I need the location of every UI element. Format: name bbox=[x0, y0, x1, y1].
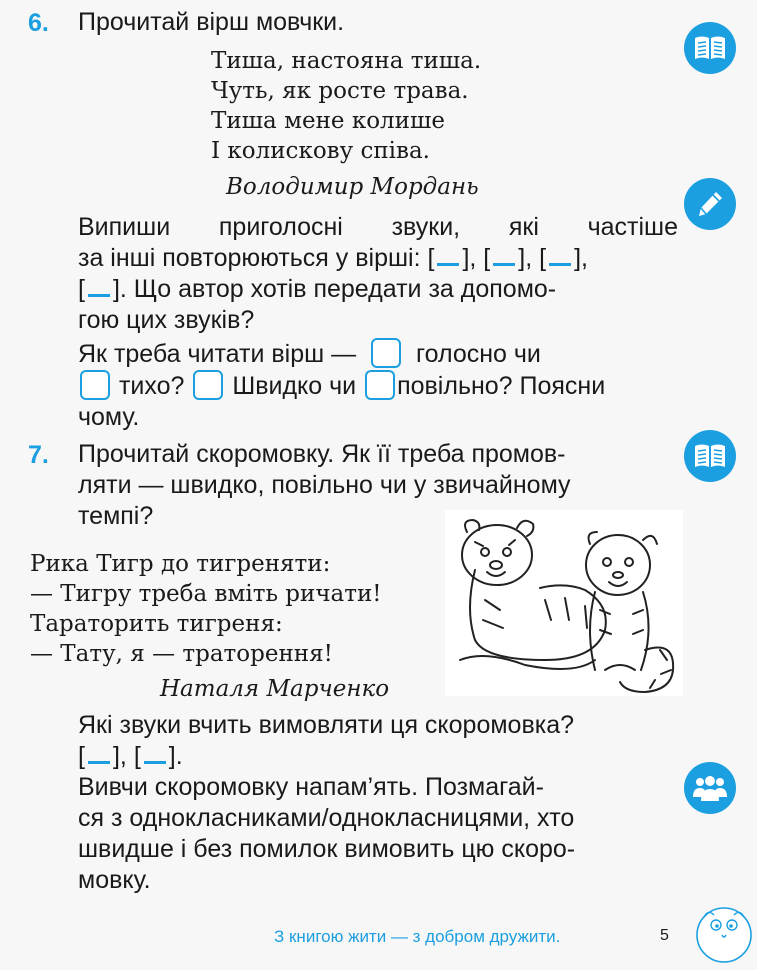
pencil-icon bbox=[694, 188, 726, 220]
word: приголосні bbox=[218, 213, 343, 241]
task-7-questions bbox=[78, 710, 678, 896]
instruction-text: Швидко чи bbox=[232, 372, 357, 400]
separator: , bbox=[525, 244, 540, 272]
bracket: [ bbox=[78, 742, 85, 770]
fast-checkbox[interactable] bbox=[193, 370, 223, 400]
separator: , bbox=[469, 244, 484, 272]
instruction-text: тихо? bbox=[118, 372, 185, 400]
bracket: ] bbox=[112, 275, 120, 303]
sound-answer-slot[interactable] bbox=[141, 745, 169, 767]
read-book-badge bbox=[684, 22, 736, 74]
read-book-badge bbox=[684, 430, 736, 482]
bracket: [ bbox=[78, 275, 85, 303]
instruction-text: повільно? Поясни bbox=[397, 372, 606, 400]
verse-line: Рика Тигр до тигреняти: bbox=[30, 551, 331, 577]
title-line: темпі? bbox=[78, 502, 154, 530]
sound-answer-slot[interactable] bbox=[85, 278, 113, 300]
task-7-number: 7. bbox=[28, 441, 49, 469]
verse-line: — Тату, я — траторення! bbox=[30, 641, 333, 667]
task-6-instructions bbox=[78, 212, 678, 433]
question-line: Вивчи скоромовку напам’ять. Позмагай- bbox=[78, 773, 544, 801]
question-line: Які звуки вчить вимовляти ця скоромовка? bbox=[78, 711, 575, 739]
verse-line: Тараторить тигреня: bbox=[30, 611, 283, 637]
book-icon bbox=[693, 443, 727, 469]
sound-answer-slot[interactable] bbox=[490, 247, 518, 269]
question-line: ся з однокласниками/однокласницями, хто bbox=[78, 804, 575, 832]
question-line: швидше і без помилок вимовить цю скоро- bbox=[78, 835, 576, 863]
sound-answer-slot[interactable] bbox=[85, 745, 113, 767]
separator: , bbox=[581, 244, 588, 272]
separator: , bbox=[119, 742, 134, 770]
instruction-line bbox=[78, 274, 678, 305]
word: частіше bbox=[587, 213, 678, 241]
sound-answer-slot[interactable] bbox=[546, 247, 574, 269]
tigers-drawing bbox=[445, 510, 683, 696]
task-6-title: Прочитай вірш мовчки. bbox=[78, 8, 345, 36]
instruction-line bbox=[78, 370, 678, 402]
bracket: ] bbox=[168, 742, 176, 770]
question-line: мовку. bbox=[78, 866, 151, 894]
quiet-checkbox[interactable] bbox=[80, 370, 110, 400]
poem-line: І колискову співа. bbox=[211, 138, 430, 164]
tigers-illustration bbox=[445, 510, 683, 696]
page-number: 5 bbox=[660, 927, 669, 944]
instruction-text: Як треба читати вірш — bbox=[78, 340, 357, 368]
poem-author: Володимир Мордань bbox=[226, 174, 479, 200]
poem-line: Чуть, як росте трава. bbox=[211, 78, 469, 104]
instruction-text: голосно чи bbox=[416, 340, 541, 368]
poem-line: Тиша мене колише bbox=[211, 108, 445, 134]
word: звуки, bbox=[391, 213, 461, 241]
bracket: [ bbox=[427, 244, 435, 272]
bracket: [ bbox=[483, 244, 491, 272]
task-6-number: 6. bbox=[28, 9, 49, 37]
mascot bbox=[694, 905, 754, 970]
word: які bbox=[508, 213, 539, 241]
verse-line: — Тигру треба вміть ричати! bbox=[30, 581, 382, 607]
title-line: Прочитай скоромовку. Як її треба промов- bbox=[78, 440, 566, 468]
question-end: . bbox=[175, 742, 183, 770]
bracket: ] bbox=[462, 244, 470, 272]
instruction-line: гою цих звуків? bbox=[78, 306, 255, 334]
footer-motto: З книгою жити — з добром дружити. bbox=[274, 927, 561, 946]
group-icon bbox=[691, 773, 729, 803]
word: Випиши bbox=[78, 213, 171, 241]
bracket: [ bbox=[539, 244, 547, 272]
write-badge bbox=[684, 178, 736, 230]
instruction-text: за інші повторюються у вірші: bbox=[78, 244, 428, 272]
bracket: ] bbox=[574, 244, 582, 272]
book-icon bbox=[693, 35, 727, 61]
loud-checkbox[interactable] bbox=[371, 338, 401, 368]
bracket: ] bbox=[112, 742, 120, 770]
slow-checkbox[interactable] bbox=[365, 370, 395, 400]
question-line bbox=[78, 741, 678, 772]
bracket: [ bbox=[133, 742, 141, 770]
mascot-face-icon bbox=[694, 905, 754, 965]
tongue-twister bbox=[30, 549, 382, 669]
instruction-line bbox=[78, 338, 678, 370]
instruction-line: чому. bbox=[78, 403, 140, 431]
title-line: ляти — швидко, повільно чи у звичайному bbox=[78, 471, 571, 499]
poem bbox=[211, 46, 481, 166]
instruction-line bbox=[78, 212, 678, 243]
sound-answer-slot[interactable] bbox=[434, 247, 462, 269]
group-work-badge bbox=[684, 762, 736, 814]
bracket: ] bbox=[518, 244, 526, 272]
tongue-twister-author: Наталя Марченко bbox=[160, 676, 390, 702]
instruction-text: . Що автор хотів передати за допомо- bbox=[119, 275, 557, 303]
poem-line: Тиша, настояна тиша. bbox=[211, 48, 482, 74]
instruction-line bbox=[78, 243, 678, 274]
